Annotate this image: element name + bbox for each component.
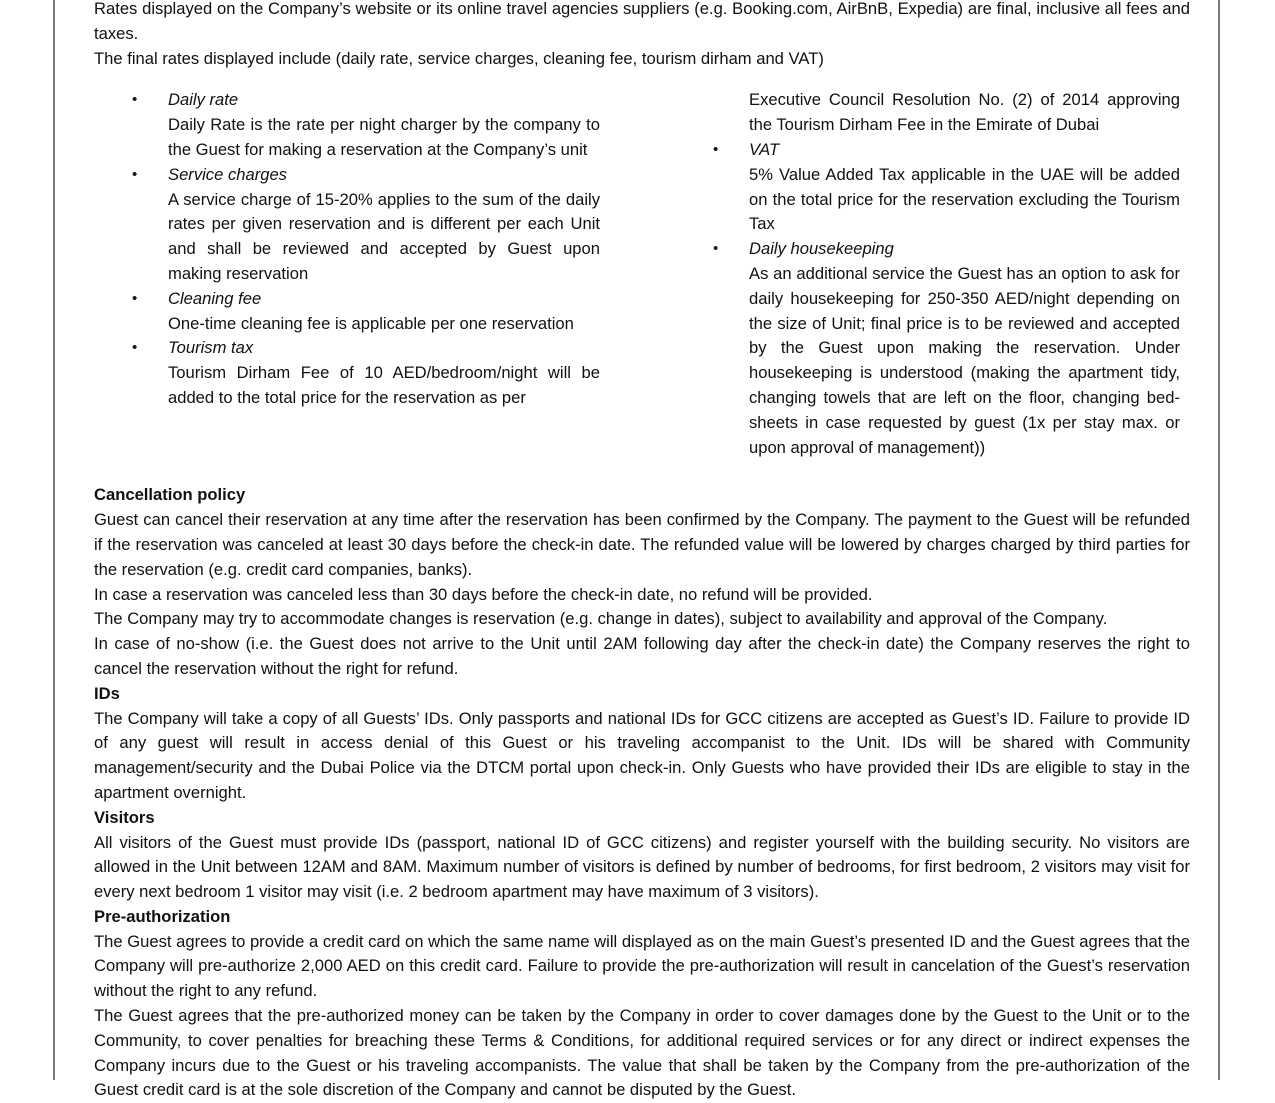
section-paragraph: The Guest agrees that the pre-authorized money can be taken by the Company in order to cover damages done by the Guest to the Unit or to the Community, to cover penalties for breaching these Terms & Conditions, for additional required services or for any direct or indirect expenses the Company incurs due to the Guest or his traveling accompanists. The value that shall be taken by the Company from the pre-authorization of the Guest credit card is at the sole discretion of the Company and cannot be disputed by the Guest. — [94, 1006, 1190, 1100]
document-page — [94, 0, 1190, 1103]
bullet-icon: • — [132, 165, 138, 183]
cancellation-section — [94, 483, 1190, 681]
page-edge-left — [53, 0, 55, 1080]
item-title: VAT — [749, 139, 780, 159]
item-title: Cleaning fee — [168, 288, 262, 308]
intro-paragraph-1: Rates displayed on the Company’s website or its online travel agencies suppliers (e.g. Booking.com, AirBnB, Expedia) are final, inclusive all fees and taxes. — [94, 0, 1190, 43]
list-item-service-charges — [132, 163, 600, 287]
list-item-daily-housekeeping — [713, 237, 1180, 460]
item-text: As an additional service the Guest has an option to ask for daily housekeeping for 250-350 AED/night depending on the size of Unit; final price is to be reviewed and accepted by the Guest upon making the reservation. Under housekeeping is understood (making the apartment tidy, changing towels that are left on the floor, changing bed-sheets in case requested by guest (1x per stay max. or upon approval of management)) — [749, 263, 1180, 457]
section-heading: Visitors — [94, 807, 155, 827]
bullet-icon: • — [132, 289, 138, 307]
item-title: Tourism tax — [168, 338, 254, 358]
rate-components-left-column — [132, 88, 600, 460]
section-paragraph: In case of no-show (i.e. the Guest does not arrive to the Unit until 2AM following day after the check-in date) the Company reserves the right to cancel the reservation without the right for refund. — [94, 634, 1190, 678]
bullet-icon: • — [713, 140, 719, 158]
section-paragraph: The Guest agrees to provide a credit card on which the same name will displayed as on the main Guest’s presented ID and the Guest agrees that the Company will pre-authorize 2,000 AED on this credit card. Failure to provide the pre-authorization will result in cancelation of the Guest’s reservation without the right to any refund. — [94, 931, 1190, 1001]
item-text: A service charge of 15-20% applies to the sum of the daily rates per given reservation and is different per each Unit and shall be reviewed and accepted by Guest upon making reservation — [168, 189, 600, 283]
bullet-icon: • — [713, 240, 719, 258]
item-title: Daily housekeeping — [749, 239, 894, 259]
section-heading: IDs — [94, 683, 120, 703]
section-paragraph: In case a reservation was canceled less than 30 days before the check-in date, no refund will be provided. — [94, 584, 873, 604]
preauthorization-section — [94, 905, 1190, 1103]
item-title: Daily rate — [168, 90, 239, 110]
rate-components-columns — [94, 88, 1190, 460]
section-paragraph: The Company may try to accommodate changes is reservation (e.g. change in dates), subject to availability and approval of the Company. — [94, 609, 1108, 629]
section-paragraph: Guest can cancel their reservation at any time after the reservation has been confirmed by the Company. The payment to the Guest will be refunded if the reservation was canceled at least 30 days before the check-in date. The refunded value will be lowered by charges charged by third parties for the reservation (e.g. credit card companies, banks). — [94, 510, 1190, 579]
item-text: Tourism Dirham Fee of 10 AED/bedroom/night will be added to the total price for the reservation as per — [168, 363, 600, 407]
tourism-tax-continuation: Executive Council Resolution No. (2) of 2014 approving the Tourism Dirham Fee in the Emirate of Dubai — [749, 90, 1180, 135]
item-text: 5% Value Added Tax applicable in the UAE will be added on the total price for the reservation excluding the Tourism Tax — [749, 164, 1180, 234]
rate-components-right-column — [713, 88, 1180, 460]
section-paragraph: The Company will take a copy of all Guests’ IDs. Only passports and national IDs for GCC citizens are accepted as Guest’s ID. Failure to provide ID of any guest will result in access denial of this Guest or his traveling accompanist to the Unit. IDs will be shared with Community management/security and the Dubai Police via the DTCM portal upon check-in. Only Guests who have provided their IDs are eligible to stay in the apartment overnight. — [94, 708, 1190, 802]
item-title: Service charges — [168, 164, 287, 184]
item-text: One-time cleaning fee is applicable per one reservation — [168, 313, 574, 333]
list-item-daily-rate — [132, 88, 600, 162]
bullet-icon: • — [132, 91, 138, 109]
page-edge-right — [1218, 0, 1220, 1080]
item-text: Daily Rate is the rate per night charger by the company to the Guest for making a reservation at the Company’s unit — [168, 115, 600, 159]
rate-components-list-left — [132, 88, 600, 410]
ids-section — [94, 682, 1190, 806]
section-heading: Pre-authorization — [94, 906, 231, 926]
list-item-tourism-tax — [132, 336, 600, 410]
visitors-section — [94, 806, 1190, 905]
rate-components-list-right — [713, 138, 1180, 460]
bullet-icon: • — [132, 339, 138, 357]
intro-paragraph-2: The final rates displayed include (daily rate, service charges, cleaning fee, tourism dirham and VAT) — [94, 48, 824, 68]
section-heading: Cancellation policy — [94, 485, 246, 505]
list-item-vat — [713, 138, 1180, 237]
section-paragraph: All visitors of the Guest must provide IDs (passport, national ID of GCC citizens) and register yourself with the building security. No visitors are allowed in the Unit between 12AM and 8AM. Maximum number of visitors is defined by number of bedrooms, for first bedroom, 2 visitors may visit for every next bedroom 1 visitor may visit (i.e. 2 bedroom apartment may have maximum of 3 visitors). — [94, 832, 1190, 902]
list-item-cleaning-fee — [132, 287, 600, 337]
